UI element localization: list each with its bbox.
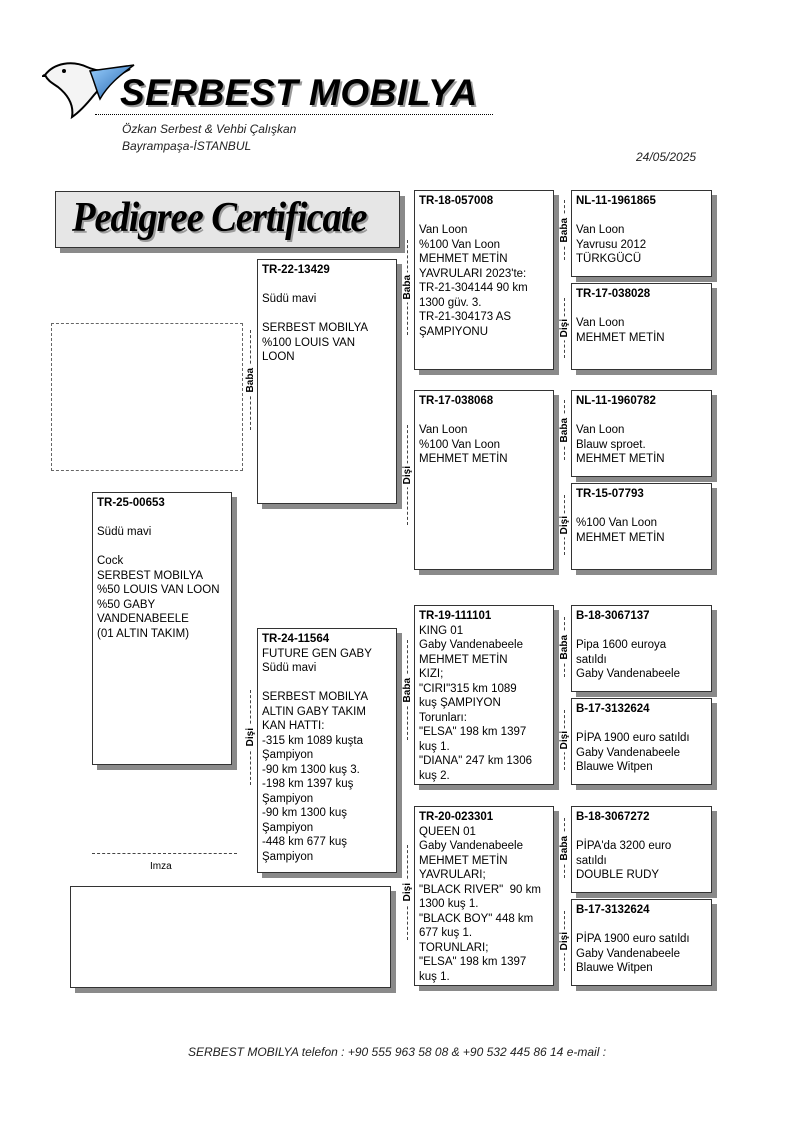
ddd-box [571, 899, 712, 986]
pedigree-line: "ELSA" 198 km 1397 [419, 726, 527, 738]
pedigree-line: Van Loon [576, 317, 625, 329]
sdd-box [571, 483, 712, 570]
pedigree-line: YAVRULARI 2023'te: [419, 267, 527, 280]
pedigree-line: -448 km 677 kuş [262, 836, 348, 848]
pedigree-line: %50 LOUIS VAN LOON [97, 584, 220, 596]
sdd-label: Dişi [558, 495, 572, 555]
line-spacer [262, 307, 392, 322]
pedigree-line: (01 ALTIN TAKIM) [97, 627, 190, 640]
pedigree-line: "BLACK BOY" 448 km [419, 912, 534, 925]
pedigree-line: %100 Van Loon [419, 238, 500, 251]
pedigree-line: "BLACK RIVER" 90 km [419, 883, 541, 896]
pedigree-line: TÜRKGÜCÜ [576, 253, 642, 265]
line-spacer [576, 624, 707, 639]
line-spacer [576, 409, 707, 424]
pedigree-line: MEHMET METİN [419, 453, 508, 465]
line-spacer [576, 918, 707, 933]
owners-text: Özkan Serbest & Vehbi Çalışkan [122, 122, 297, 136]
line-spacer [576, 302, 707, 317]
pedigree-line: Gaby Vandenabeele [576, 668, 681, 680]
pedigree-line: SERBEST MOBILYA [97, 569, 204, 582]
certificate-date: 24/05/2025 [636, 150, 697, 164]
ddd-label: Dişi [558, 911, 572, 971]
dam-dam-label: Dişi [401, 845, 415, 940]
ring-number: TR-22-13429 [262, 264, 330, 276]
pedigree-line: TR-21-304173 AS [419, 311, 512, 323]
location-text: Bayrampaşa-İSTANBUL [122, 139, 252, 153]
pedigree-line: KIZI; [419, 668, 444, 680]
pedigree-line: PİPA 1900 euro satıldı [576, 933, 690, 945]
pedigree-line: Şampiyon [262, 749, 314, 761]
pedigree-line: Südü mavi [262, 293, 317, 305]
sds-label: Baba [558, 400, 572, 460]
signature-line [92, 853, 237, 854]
pedigree-line: SERBEST MOBILYA [262, 322, 369, 334]
pedigree-line: Gaby Vandenabeele [419, 840, 524, 852]
dsd-box [571, 698, 712, 785]
pedigree-line: Van Loon [419, 424, 468, 436]
pedigree-line: %100 Van Loon [576, 517, 657, 529]
pedigree-line: FUTURE GEN GABY [262, 647, 372, 660]
pedigree-line: Van Loon [576, 224, 625, 236]
ring-number: B-17-3132624 [576, 904, 650, 916]
pedigree-line: KAN HATTI: [262, 720, 325, 732]
pedigree-line: MEHMET METİN [576, 531, 665, 544]
pedigree-line: DOUBLE RUDY [576, 869, 660, 881]
pedigree-line: KING 01 [419, 624, 464, 637]
pedigree-line: -198 km 1397 kuş [262, 778, 354, 790]
company-name: SERBEST MOBILYA [120, 72, 478, 113]
pedigree-line: Gaby Vandenabeele [576, 746, 681, 759]
line-spacer [576, 717, 707, 732]
pedigree-line: Gaby Vandenabeele [576, 947, 681, 960]
pedigree-line: -90 km 1300 kuş [262, 807, 348, 819]
pedigree-line: MEHMET METİN [419, 653, 508, 666]
pedigree-line: Südü mavi [97, 526, 152, 538]
line-spacer [97, 511, 227, 526]
sire-dam-label: Dişi [401, 425, 415, 525]
pedigree-line: Südü mavi [262, 662, 317, 674]
line-spacer [97, 540, 227, 555]
pedigree-line: Blauwe Witpen [576, 761, 653, 773]
pedigree-line: ALTIN GABY TAKIM [262, 705, 366, 718]
ring-number: TR-17-038068 [419, 395, 494, 407]
line-spacer [419, 409, 549, 424]
pedigree-line: kuş 1. [419, 970, 450, 983]
sire-label: Baba [244, 330, 258, 430]
dam-sire-label: Baba [401, 640, 415, 740]
pedigree-line: %100 LOUIS VAN [262, 336, 356, 349]
pedigree-line: MEHMET METİN [576, 453, 665, 465]
pedigree-line: Van Loon [419, 224, 468, 236]
pedigree-line: TR-21-304144 90 km [419, 282, 528, 294]
sire-sire-label: Baba [401, 240, 415, 335]
pedigree-line: 1300 kuş 1. [419, 898, 479, 910]
ring-number: TR-24-11564 [262, 633, 330, 645]
pedigree-line: 677 kuş 1. [419, 927, 473, 939]
ring-number: NL-11-1960782 [576, 395, 656, 407]
pedigree-line: Torunları: [419, 711, 467, 724]
pedigree-line: -90 km 1300 kuş 3. [262, 763, 360, 776]
pedigree-line: Yavrusu 2012 [576, 238, 647, 251]
dsd-label: Dişi [558, 710, 572, 770]
signature-label: Imza [150, 861, 172, 872]
pedigree-line: Şampiyon [262, 821, 314, 834]
ring-number: B-18-3067137 [576, 610, 650, 622]
pedigree-line: SERBEST MOBILYA [262, 691, 369, 703]
pedigree-line: PİPA'da 3200 euro [576, 840, 672, 852]
sire-sire-box [414, 190, 554, 370]
pedigree-line: PİPA 1900 euro satıldı [576, 732, 690, 744]
line-spacer [262, 278, 392, 293]
ring-number: TR-15-07793 [576, 488, 644, 500]
line-spacer [576, 209, 707, 224]
signature-box [70, 886, 391, 988]
pedigree-line: satıldı [576, 653, 607, 666]
pedigree-line: "CIRI"315 km 1089 [419, 682, 517, 695]
dds-box [571, 806, 712, 893]
pedigree-line: Van Loon [576, 424, 625, 436]
pedigree-line: %100 Van Loon [419, 438, 500, 451]
ring-number: TR-18-057008 [419, 195, 494, 207]
footer-contact: SERBEST MOBILYA telefon : +90 555 963 58 08 & +90 532 445 86 14 e-mail : [187, 1045, 607, 1059]
ring-number: B-18-3067272 [576, 811, 650, 823]
pedigree-line: "DIANA" 247 km 1306 [419, 755, 532, 767]
pedigree-line: MEHMET METİN [419, 253, 508, 265]
pedigree-line: satıldı [576, 854, 607, 867]
certificate-title: Pedigree Certificate [72, 195, 367, 241]
ssd-label: Dişi [558, 298, 572, 358]
subject-pigeon-box [92, 492, 232, 765]
photo-placeholder [51, 323, 243, 471]
dam-sire-box [414, 605, 554, 785]
sire-box [257, 259, 397, 504]
pedigree-line: "ELSA" 198 km 1397 [419, 956, 527, 968]
dss-box [571, 605, 712, 692]
pedigree-line: ŞAMPIYONU [419, 325, 489, 338]
pedigree-line: MEHMET METİN [576, 331, 665, 344]
pedigree-line: VANDENABEELE [97, 613, 189, 625]
pedigree-line: TORUNLARI; [419, 941, 489, 954]
pedigree-line: MEHMET METİN [419, 854, 508, 867]
dam-dam-box [414, 806, 554, 986]
sss-label: Baba [558, 200, 572, 260]
pedigree-line: Gaby Vandenabeele [419, 639, 524, 651]
pedigree-line: Şampiyon [262, 850, 314, 863]
pedigree-line: Cock [97, 555, 124, 567]
pedigree-line: -315 km 1089 kuşta [262, 734, 364, 747]
ssd-box [571, 283, 712, 370]
ring-number: TR-17-038028 [576, 288, 651, 300]
pedigree-line: Şampiyon [262, 792, 314, 805]
pedigree-line: QUEEN 01 [419, 825, 476, 838]
line-spacer [576, 502, 707, 517]
ring-number: TR-25-00653 [97, 497, 165, 509]
pedigree-line: %50 GABY [97, 598, 156, 611]
dam-label: Dişi [244, 690, 258, 785]
ring-number: TR-19-111101 [419, 610, 492, 622]
line-spacer [576, 825, 707, 840]
pedigree-line: Pipa 1600 euroya [576, 639, 667, 651]
pedigree-line: 1300 güv. 3. [419, 296, 482, 309]
pedigree-line: kuş ŞAMPIYON [419, 697, 501, 709]
pedigree-line: Blauwe Witpen [576, 962, 653, 974]
title-banner [55, 191, 400, 248]
ring-number: B-17-3132624 [576, 703, 650, 715]
pedigree-line: kuş 2. [419, 769, 450, 782]
pedigree-line: Blauw sproet. [576, 438, 646, 451]
dds-label: Baba [558, 818, 572, 878]
sire-dam-box [414, 390, 554, 570]
dam-box [257, 628, 397, 873]
ring-number: NL-11-1961865 [576, 195, 656, 207]
pedigree-line: YAVRULARI; [419, 869, 486, 881]
pedigree-line: kuş 1. [419, 740, 450, 753]
line-spacer [262, 676, 392, 691]
sss-box [571, 190, 712, 277]
pedigree-line: LOON [262, 351, 295, 363]
sds-box [571, 390, 712, 477]
line-spacer [419, 209, 549, 224]
ring-number: TR-20-023301 [419, 811, 494, 823]
header-rule [95, 114, 493, 115]
dss-label: Baba [558, 617, 572, 677]
